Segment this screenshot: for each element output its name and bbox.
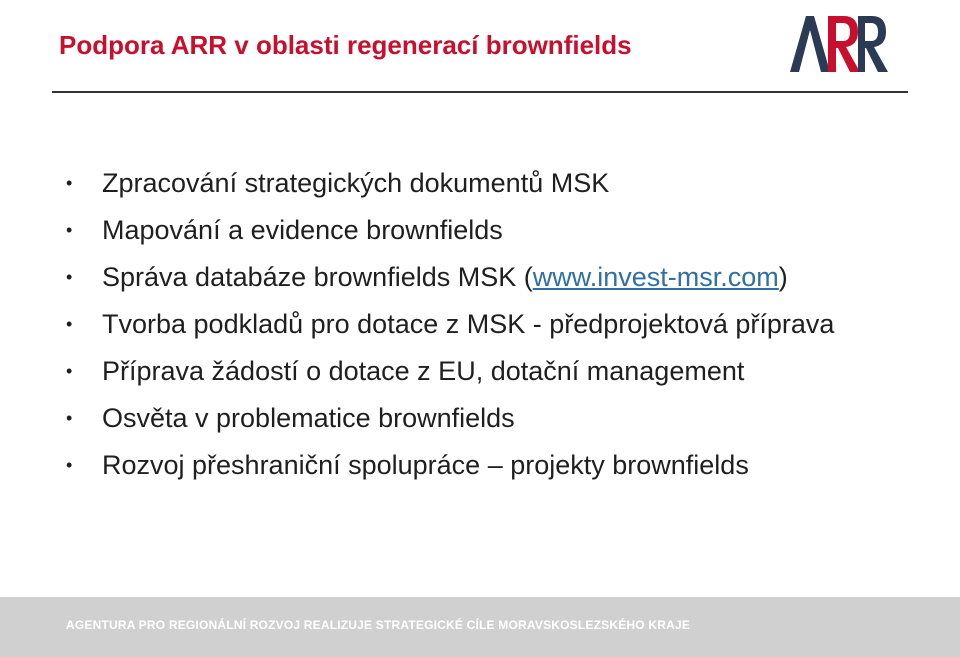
- bullet-icon: •: [66, 173, 73, 193]
- bullet-text: Příprava žádostí o dotace z EU, dotační management: [102, 356, 745, 386]
- bullet-text: Osvěta v problematice brownfields: [102, 403, 515, 433]
- bullet-text: Rozvoj přeshraniční spolupráce – projekty brownfields: [102, 450, 749, 480]
- bullet-icon: •: [66, 220, 73, 240]
- bullet-item: [62, 398, 902, 438]
- footer-bar: [0, 597, 960, 657]
- bullet-icon: •: [66, 408, 73, 428]
- bullet-list: [62, 163, 902, 485]
- bullet-text-suffix: ): [778, 262, 788, 292]
- arr-logo: [788, 12, 890, 76]
- bullet-text: Mapování a evidence brownfields: [102, 215, 503, 245]
- bullet-text: Tvorba podkladů pro dotace z MSK - předprojektová příprava: [102, 309, 835, 339]
- bullet-text: Zpracování strategických dokumentů MSK: [102, 168, 610, 198]
- bullet-icon: •: [66, 314, 73, 334]
- bullet-item: [62, 257, 902, 297]
- bullet-icon: •: [66, 267, 73, 287]
- page-title: Podpora ARR v oblasti regenerací brownfields: [59, 30, 632, 60]
- bullet-item: [62, 304, 902, 344]
- bullet-icon: •: [66, 361, 73, 381]
- bullet-item: [62, 445, 902, 485]
- website-link[interactable]: www.invest-msr.com: [532, 262, 779, 292]
- title-divider: [52, 91, 908, 93]
- bullet-text: Správa databáze brownfields MSK (: [102, 262, 533, 292]
- bullet-item: [62, 351, 902, 391]
- bullet-item: [62, 210, 902, 250]
- bullet-item: [62, 163, 902, 203]
- footer-text: AGENTURA PRO REGIONÁLNÍ ROZVOJ REALIZUJE STRATEGICKÉ CÍLE MORAVSKOSLEZSKÉHO KRAJE: [66, 618, 691, 632]
- bullet-list-container: [62, 163, 902, 492]
- bullet-icon: •: [66, 455, 73, 475]
